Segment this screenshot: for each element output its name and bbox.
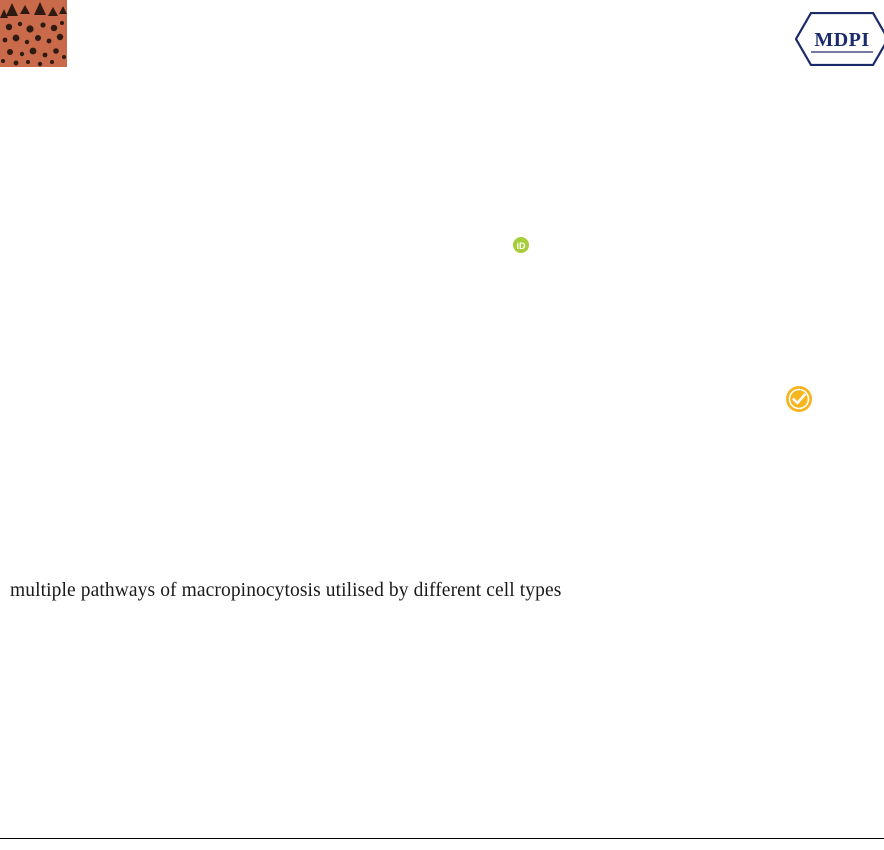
check-for-updates-badge[interactable] <box>785 385 813 413</box>
footer-divider <box>0 838 884 839</box>
svg-text:iD: iD <box>516 241 526 251</box>
orcid-icon[interactable] <box>513 237 529 253</box>
article-title-line: multiple pathways of macropinocytosis utilised by different cell types <box>10 580 562 601</box>
mdpi-logo[interactable] <box>795 12 884 66</box>
svg-text:MDPI: MDPI <box>814 29 870 51</box>
journal-logo <box>0 0 67 67</box>
